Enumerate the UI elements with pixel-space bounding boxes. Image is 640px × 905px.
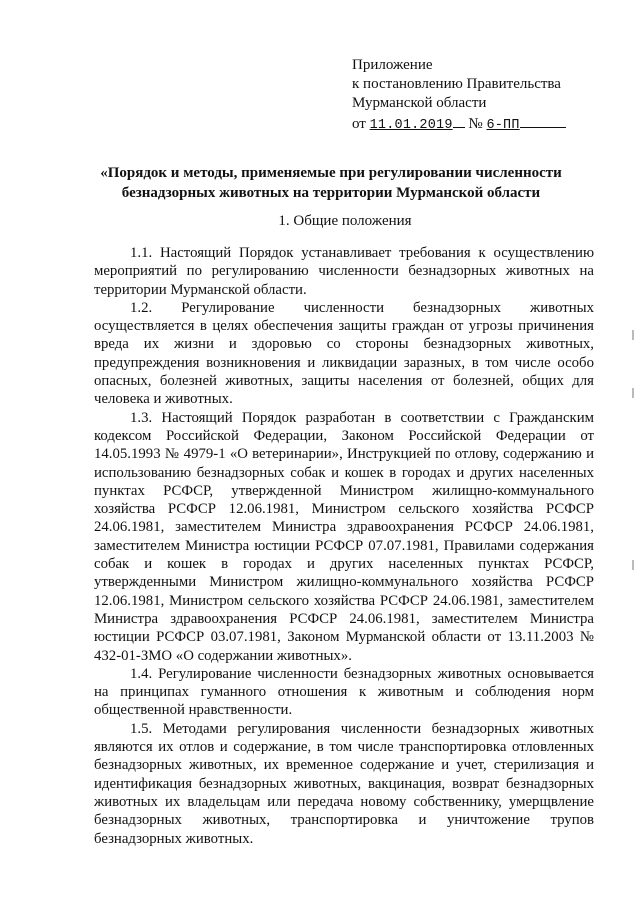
scan-edge-mark	[632, 560, 634, 570]
date-value: 11.01.2019	[369, 118, 453, 133]
number-underline	[520, 113, 566, 128]
attachment-line-3: Мурманской области	[352, 95, 487, 111]
paragraph-1-4: 1.4. Регулирование численности безнадзорных животных основывается на принципах гуманного отношения к животным и соблюдения норм общественной нравственности.	[94, 665, 594, 719]
attachment-block	[352, 56, 592, 135]
scan-edge-mark	[632, 388, 634, 398]
paragraph-1-3: 1.3. Настоящий Порядок разработан в соответствии с Гражданским кодексом Российской Федерации, Законом Российской Федерации от 14.05.1993 № 4979-1 «О ветеринарии», Инструкцией по отлову, содержанию и использованию безнадзорных собак и кошек в городах и других населенных пунктах РСФСР, утвержденной Министром жилищно-коммунального хозяйства РСФСР 12.06.1981, Министром сельского хозяйства РСФСР 24.06.1981, заместителем Министра здравоохранения РСФСР 24.06.1981, заместителем Министра юстиции РСФСР 07.07.1981, Правилами содержания собак и кошек в городах и других населенных пунктах РСФСР, утвержденными Министром жилищно-коммунального хозяйства РСФСР 12.06.1981, Министром сельского хозяйства РСФСР 24.06.1981, заместителем Министра здравоохранения РСФСР 24.06.1981, заместителем Министра юстиции РСФСР 03.07.1981, Законом Мурманской области от 13.11.2003 № 432-01-ЗМО «О содержании животных».	[94, 409, 594, 664]
section-heading: 1. Общие положения	[278, 213, 412, 229]
date-underline	[453, 113, 465, 128]
scan-edge-mark	[632, 330, 634, 340]
attachment-line-1: Приложение	[352, 57, 433, 73]
paragraph-1-2: 1.2. Регулирование численности безнадзорных животных осуществляется в целях обеспечения защиты граждан от угрозы причинения вреда их жизни и здоровью со стороны безнадзорных животных, предупреждения возникновения и ликвидации заразных, в том числе особо опасных, болезней животных, защиты населения от болезней, общих для человека и животных.	[94, 299, 594, 408]
paragraph-1-5: 1.5. Методами регулирования численности безнадзорных животных являются их отлов и содержание, в том числе транспортировка отловленных безнадзорных животных, их временное содержание и учет, стерилизация и идентификация безнадзорных животных, вакцинация, возврат безнадзорных животных их владельцам или передача новому собственнику, умерщвление безнадзорных животных, транспортировка и уничтожение трупов безнадзорных животных.	[94, 720, 594, 847]
title-line-1: «Порядок и методы, применяемые при регулировании численности	[100, 165, 562, 181]
document-body	[94, 244, 594, 848]
document-title	[96, 163, 566, 203]
paragraph-1-1: 1.1. Настоящий Порядок устанавливает требования к осуществлению мероприятий по регулированию численности безнадзорных животных на территории Мурманской области.	[94, 245, 594, 298]
attachment-line-2: к постановлению Правительства	[352, 76, 561, 92]
title-line-2: безнадзорных животных на территории Мурманской области	[121, 185, 541, 201]
date-prefix: от	[352, 116, 366, 132]
number-prefix: №	[468, 116, 483, 132]
number-value: 6-ПП	[486, 118, 520, 133]
attachment-date-line	[352, 113, 592, 135]
